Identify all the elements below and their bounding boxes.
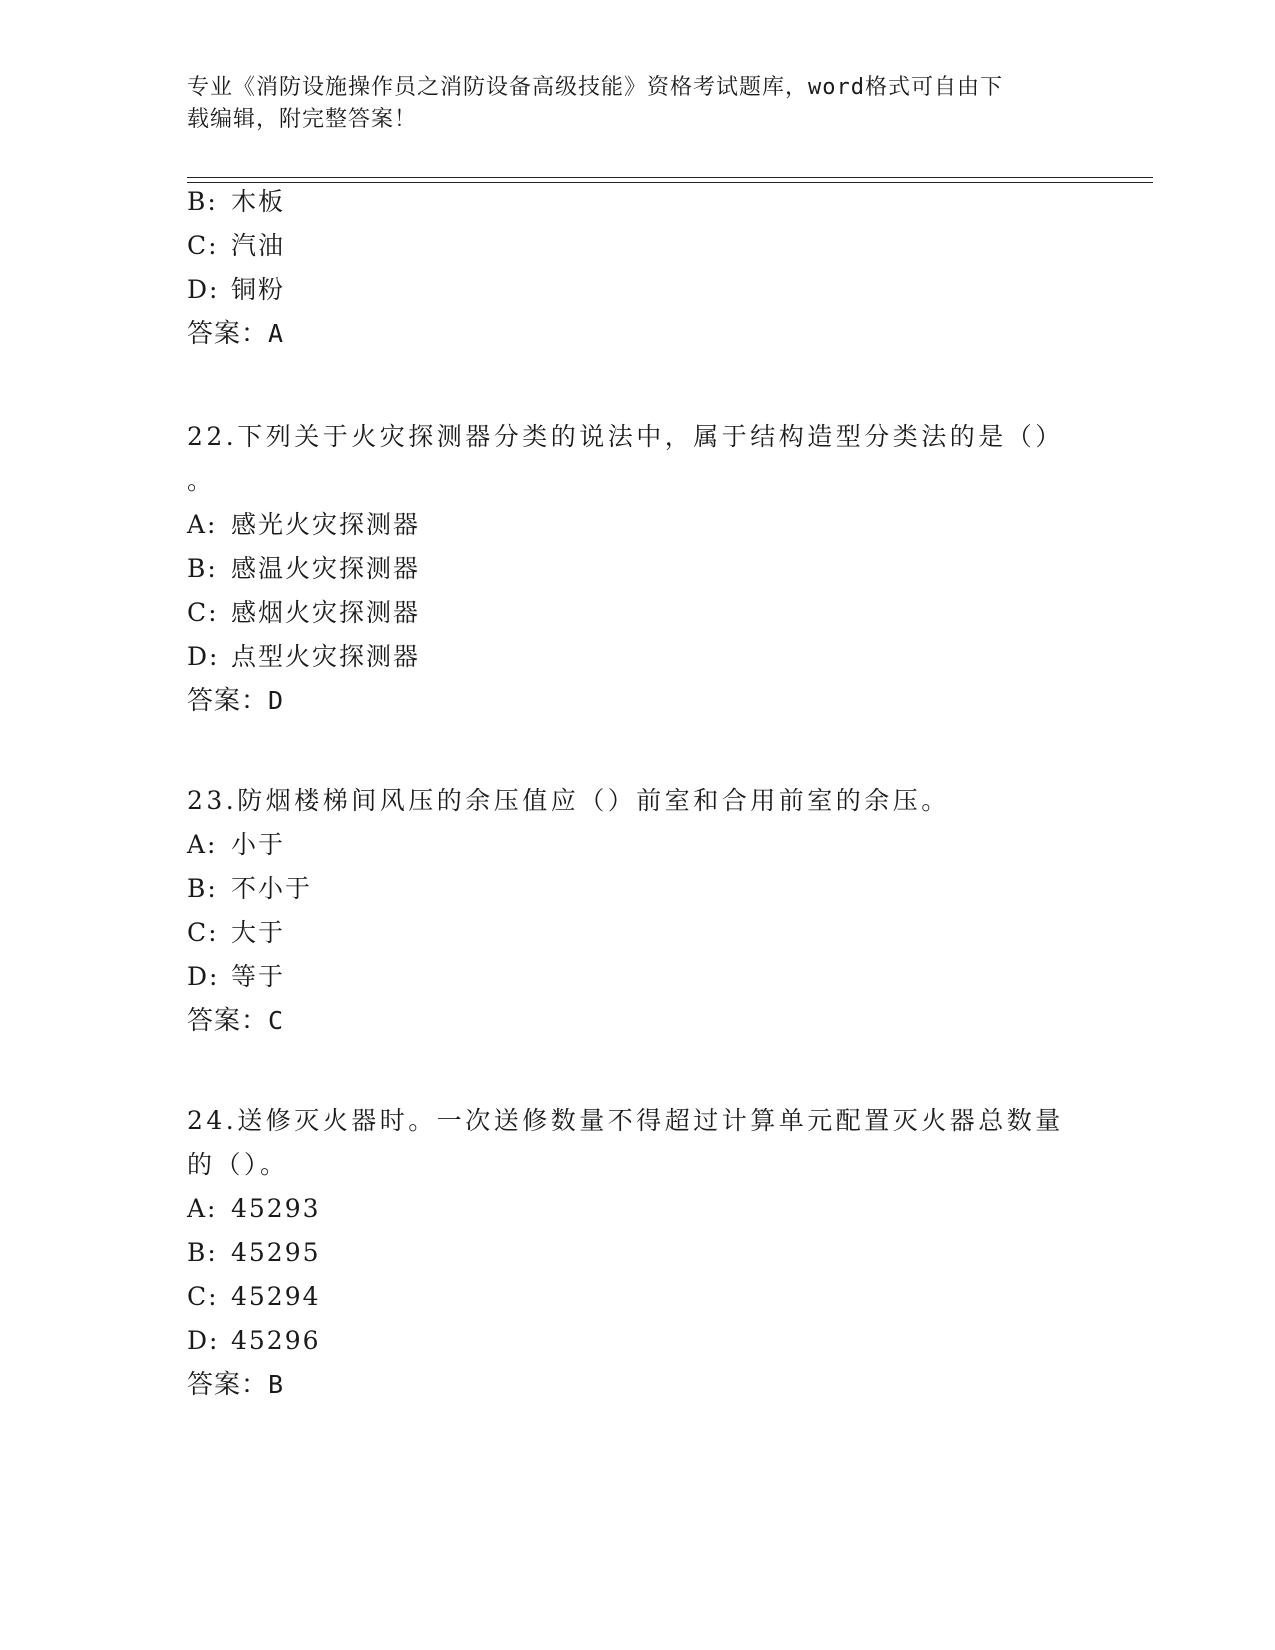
option-text: 铜粉 — [231, 275, 286, 304]
document-header — [187, 72, 1067, 136]
option-letter: A: — [187, 1194, 218, 1223]
answer-value: B — [268, 1370, 285, 1399]
answer-line — [187, 685, 284, 717]
option-letter: B: — [187, 187, 218, 216]
option-a — [187, 509, 420, 541]
answer-label: 答案： — [187, 1370, 269, 1400]
answer-line — [187, 1369, 284, 1401]
option-d — [187, 274, 285, 306]
option-c — [187, 917, 285, 949]
answer-label: 答案： — [187, 686, 269, 716]
option-text: 小于 — [231, 830, 286, 859]
option-a — [187, 1193, 321, 1225]
option-letter: A: — [187, 510, 218, 539]
header-divider-bottom — [187, 182, 1153, 183]
option-c — [187, 230, 285, 262]
option-c — [187, 1281, 321, 1313]
header-divider-top — [187, 177, 1153, 178]
option-text: 木板 — [231, 187, 286, 216]
option-letter: C: — [187, 231, 219, 260]
option-letter: C: — [187, 918, 219, 947]
option-text: 感光火灾探测器 — [231, 510, 421, 539]
option-b — [187, 873, 312, 905]
option-text: 45293 — [231, 1194, 321, 1223]
header-line-1: 专业《消防设施操作员之消防设备高级技能》资格考试题库，word格式可自由下 — [187, 75, 1003, 100]
option-letter: B: — [187, 874, 218, 903]
option-text: 感温火灾探测器 — [231, 554, 421, 583]
option-letter: C: — [187, 1282, 219, 1311]
option-text: 汽油 — [231, 231, 286, 260]
answer-value: C — [268, 1006, 285, 1035]
question-stem: 24.送修灭火器时。一次送修数量不得超过计算单元配置灭火器总数量 — [187, 1106, 1064, 1135]
option-text: 等于 — [231, 962, 286, 991]
answer-value: A — [268, 319, 285, 348]
option-d — [187, 1325, 321, 1357]
option-letter: D: — [187, 642, 220, 671]
option-c — [187, 597, 420, 629]
option-letter: B: — [187, 1238, 218, 1267]
option-letter: D: — [187, 962, 220, 991]
option-b — [187, 553, 420, 585]
answer-value: D — [268, 686, 285, 715]
option-text: 45294 — [231, 1282, 321, 1311]
option-text: 大于 — [231, 918, 286, 947]
option-letter: D: — [187, 1326, 220, 1355]
question-stem: 23.防烟楼梯间风压的余压值应（）前室和合用前室的余压。 — [187, 786, 950, 815]
option-d — [187, 961, 285, 993]
option-text: 45295 — [231, 1238, 321, 1267]
option-letter: C: — [187, 598, 219, 627]
option-b — [187, 1237, 321, 1269]
question-stem-continued: 的（）。 — [187, 1150, 289, 1179]
answer-label: 答案： — [187, 1006, 269, 1036]
answer-label: 答案： — [187, 319, 269, 349]
option-text: 感烟火灾探测器 — [231, 598, 421, 627]
header-line-2: 载编辑，附完整答案！ — [187, 107, 418, 132]
option-a — [187, 829, 285, 861]
answer-line — [187, 318, 284, 350]
option-text: 点型火灾探测器 — [231, 642, 421, 671]
question-stem: 22.下列关于火灾探测器分类的说法中，属于结构造型分类法的是（） — [187, 422, 1064, 451]
answer-line — [187, 1005, 284, 1037]
option-text: 45296 — [231, 1326, 321, 1355]
option-letter: D: — [187, 275, 220, 304]
option-d — [187, 641, 420, 673]
question-stem-continued: 。 — [187, 466, 216, 495]
option-b — [187, 186, 285, 218]
option-letter: A: — [187, 830, 218, 859]
option-letter: B: — [187, 554, 218, 583]
option-text: 不小于 — [231, 874, 313, 903]
